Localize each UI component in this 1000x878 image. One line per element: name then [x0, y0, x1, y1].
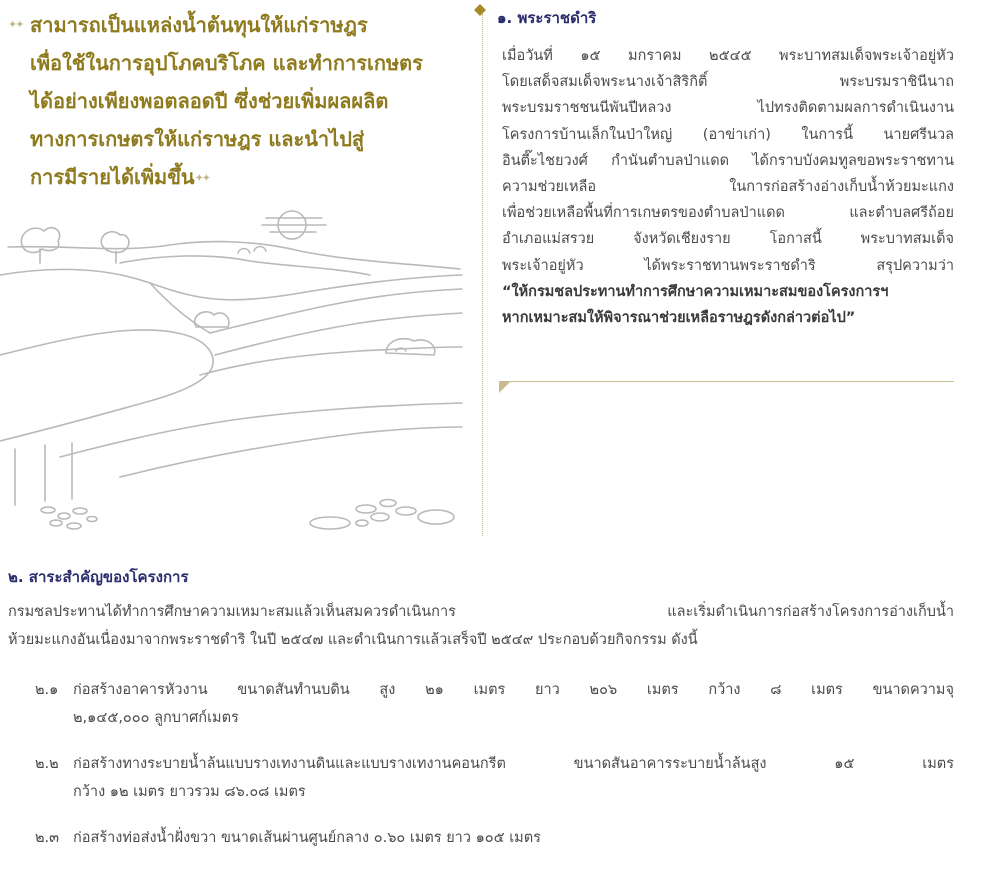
- sparkle-ornament-icon: ✦✦: [8, 18, 23, 31]
- quote-line-3: ได้อย่างเพียงพอตลอดปี ซึ่งช่วยเพิ่มผลผลิต: [30, 89, 389, 113]
- item-number: ๒.๒: [35, 756, 59, 772]
- item-text-continued: ๒,๑๔๕,๐๐๐ ลูกบาศก์เมตร: [73, 710, 239, 726]
- body-line: โครงการบ้านเล็กในป่าใหญ่ (อาข่าเก่า) ในการนี้ นายศรีนวล: [502, 126, 954, 143]
- section-2-heading: ๒. สาระสำคัญของโครงการ: [8, 568, 189, 586]
- item-number: ๒.๓: [35, 830, 60, 846]
- royal-quote-line: หากเหมาะสมให้พิจารณาช่วยเหลือราษฎรดังกล่าวต่อไป”: [502, 310, 856, 327]
- royal-quote-line: “ให้กรมชลประทานทำการศึกษาความเหมาะสมของโครงการฯ: [502, 283, 889, 300]
- column-divider: [482, 14, 483, 536]
- section-1-heading: ๑. พระราชดำริ: [497, 9, 597, 27]
- body-line: ความช่วยเหลือ ในการก่อสร้างอ่างเก็บน้ำห้วยมะแกง: [502, 179, 954, 196]
- body-line: อินตี๊ะไชยวงศ์ กำนันตำบลป่าแดด ได้กราบบังคมทูลขอพระราชทาน: [502, 152, 954, 169]
- paragraph-line: กรมชลประทานได้ทำการศึกษาความเหมาะสมแล้วเห็นสมควรดำเนินการ และเริ่มดำเนินการก่อสร้างโครงการอ่างเก็บน้ำ: [8, 604, 954, 620]
- item-text: ก่อสร้างท่อส่งน้ำฝั่งขวา ขนาดเส้นผ่านศูนย์กลาง ๐.๖๐ เมตร ยาว ๑๐๕ เมตร: [73, 830, 541, 846]
- body-line: เพื่อช่วยเหลือพื้นที่การเกษตรของตำบลป่าแดด และตำบลศรีถ้อย: [502, 205, 954, 222]
- item-number: ๒.๑: [35, 682, 59, 698]
- section-1-body: [502, 43, 954, 331]
- sparkle-ornament-icon: ✦✦: [194, 171, 209, 185]
- item-text: ก่อสร้างทางระบายน้ำล้นแบบรางเทงานดินและแบบรางเทงานคอนกรีต ขนาดสันอาคารระบายน้ำล้นสูง ๑๕ เมตร: [73, 756, 954, 772]
- quote-line-1: ✦✦ สามารถเป็นแหล่งน้ำต้นทุนให้แก่ราษฎร: [8, 6, 468, 44]
- body-line: เมื่อวันที่ ๑๕ มกราคม ๒๕๔๕ พระบาทสมเด็จพระเจ้าอยู่หัว: [502, 48, 954, 64]
- body-line: พระเจ้าอยู่หัว ได้พระราชทานพระราชดำริ สรุปความว่า: [502, 257, 954, 274]
- body-line: โดยเสด็จสมเด็จพระนางเจ้าสิริกิติ์ พระบรมราชินีนาถ: [502, 74, 954, 91]
- landscape-illustration: [0, 205, 470, 535]
- diamond-bullet-icon: [474, 4, 486, 16]
- corner-ornament-icon: [499, 381, 511, 393]
- section-1-rule: [499, 381, 954, 382]
- item-text: ก่อสร้างอาคารหัวงาน ขนาดสันทำนบดิน สูง ๒๑ เมตร ยาว ๒๐๖ เมตร กว้าง ๘ เมตร ขนาดความจุ: [73, 682, 954, 698]
- section-2-paragraph: [8, 598, 954, 654]
- quote-line-5: การมีรายได้เพิ่มขึ้น✦✦: [30, 165, 209, 189]
- paragraph-line: ห้วยมะแกงอันเนื่องมาจากพระราชดำริ ในปี ๒๕๔๗ และดำเนินการแล้วเสร็จปี ๒๕๔๙ ประกอบด้วยกิจกรรม ดังนี้: [8, 632, 698, 648]
- activity-item-2-1: [35, 676, 954, 732]
- activity-item-2-2: [35, 750, 954, 806]
- highlight-quote: [8, 6, 468, 198]
- item-text-continued: กว้าง ๑๒ เมตร ยาวรวม ๘๖.๐๘ เมตร: [73, 784, 306, 800]
- quote-line-2: เพื่อใช้ในการอุปโภคบริโภค และทำการเกษตร: [30, 51, 423, 75]
- body-line: อำเภอแม่สรวย จังหวัดเชียงราย โอกาสนี้ พระบาทสมเด็จ: [502, 231, 954, 248]
- quote-line-4: ทางการเกษตรให้แก่ราษฎร และนำไปสู่: [30, 127, 365, 151]
- activity-item-2-3: [35, 824, 954, 852]
- body-line: พระบรมราชชนนีพันปีหลวง ไปทรงติดตามผลการดำเนินงาน: [502, 100, 954, 117]
